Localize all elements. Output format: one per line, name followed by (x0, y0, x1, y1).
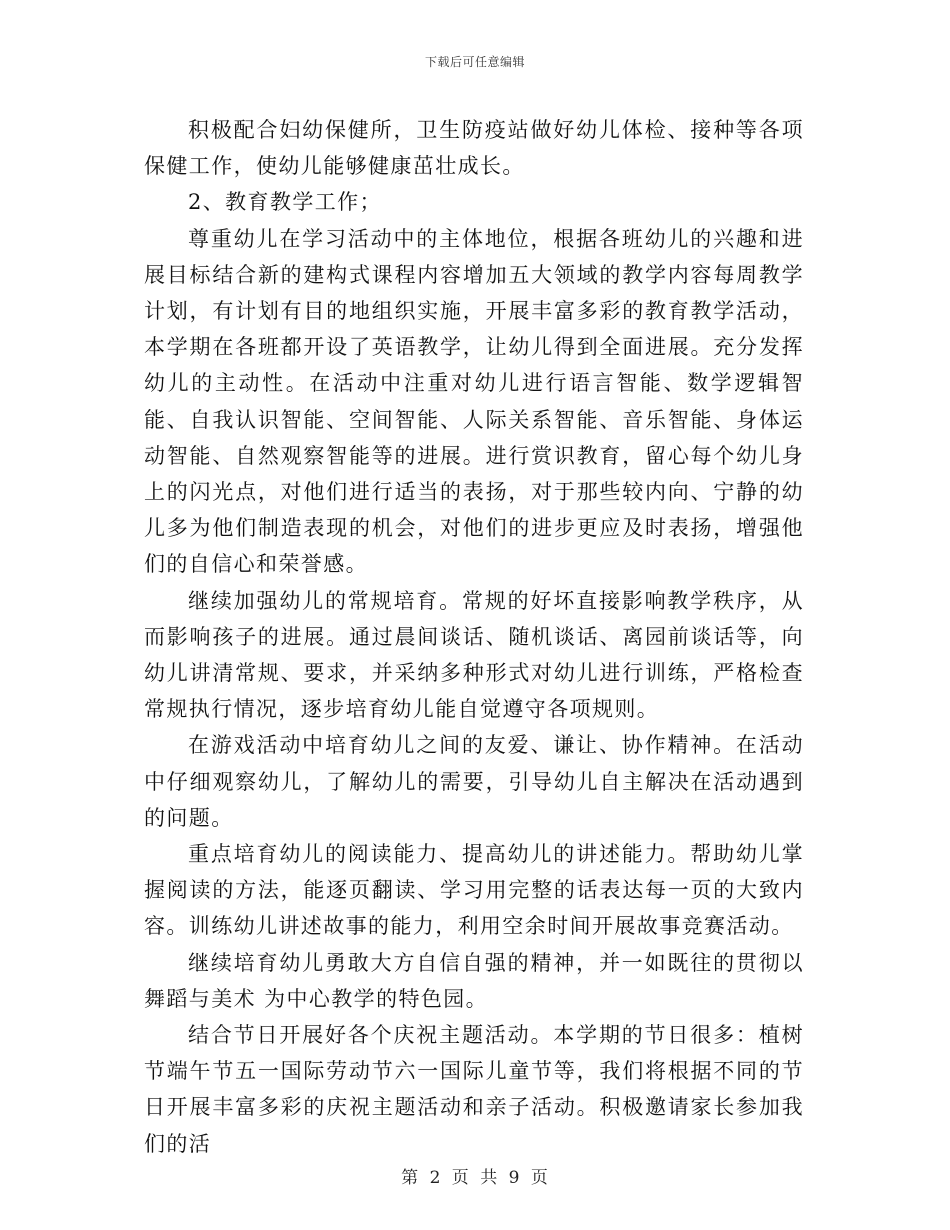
paragraph-health: 积极配合妇幼保健所，卫生防疫站做好幼儿体检、接种等各项保健工作，使幼儿能够健康茁壮成长。 (144, 118, 804, 179)
document-body (144, 112, 804, 1162)
paragraph-routine-training: 继续加强幼儿的常规培育。常规的好坏直接影响教学秩序，从而影响孩子的进展。通过晨间谈话、随机谈话、离园前谈话等，向幼儿讲清常规、要求，并采纳多种形式对幼儿进行训练，严格检查常规执行情况，逐步培育幼儿能自觉遵守各项规则。 (144, 588, 804, 722)
page-footer: 第 2 页 共 9 页 (401, 1168, 549, 1188)
paragraph-respect-children: 尊重幼儿在学习活动中的主体地位，根据各班幼儿的兴趣和进展目标结合新的建构式课程内容增加五大领域的教学内容每周教学计划，有计划有目的地组织实施，开展丰富多彩的教育教学活动，本学期在各班都开设了英语教学，让幼儿得到全面进展。充分发挥幼儿的主动性。在活动中注重对幼儿进行语言智能、数学逻辑智能、自我认识智能、空间智能、人际关系智能、音乐智能、身体运动智能、自然观察智能等的进展。进行赏识教育，留心每个幼儿身上的闪光点，对他们进行适当的表扬，对于那些较内向、宁静的幼儿多为他们制造表现的机会，对他们的进步更应及时表扬，增强他们的自信心和荣誉感。 (144, 226, 804, 577)
paragraph-reading-ability: 重点培育幼儿的阅读能力、提高幼儿的讲述能力。帮助幼儿掌握阅读的方法，能逐页翻读、学习用完整的话表达每一页的大致内容。训练幼儿讲述故事的能力，利用空余时间开展故事竞赛活动。 (144, 842, 804, 939)
page-header: 下载后可任意编辑 (424, 55, 525, 69)
paragraph-festivals: 结合节日开展好各个庆祝主题活动。本学期的节日很多：植树节端午节五一国际劳动节六一国际儿童节等，我们将根据不同的节日开展丰富多彩的庆祝主题活动和亲子活动。积极邀请家长参加我们的活 (144, 1023, 804, 1156)
paragraph-confidence: 继续培育幼儿勇敢大方自信自强的精神，并一如既往的贯彻以 舞蹈与美术 为中心教学的特色园。 (144, 950, 804, 1011)
paragraph-game-activities: 在游戏活动中培育幼儿之间的友爱、谦让、协作精神。在活动中仔细观察幼儿，了解幼儿的需要，引导幼儿自主解决在活动遇到的问题。 (144, 733, 804, 830)
section-heading-education: 2、教育教学工作； (188, 190, 382, 215)
